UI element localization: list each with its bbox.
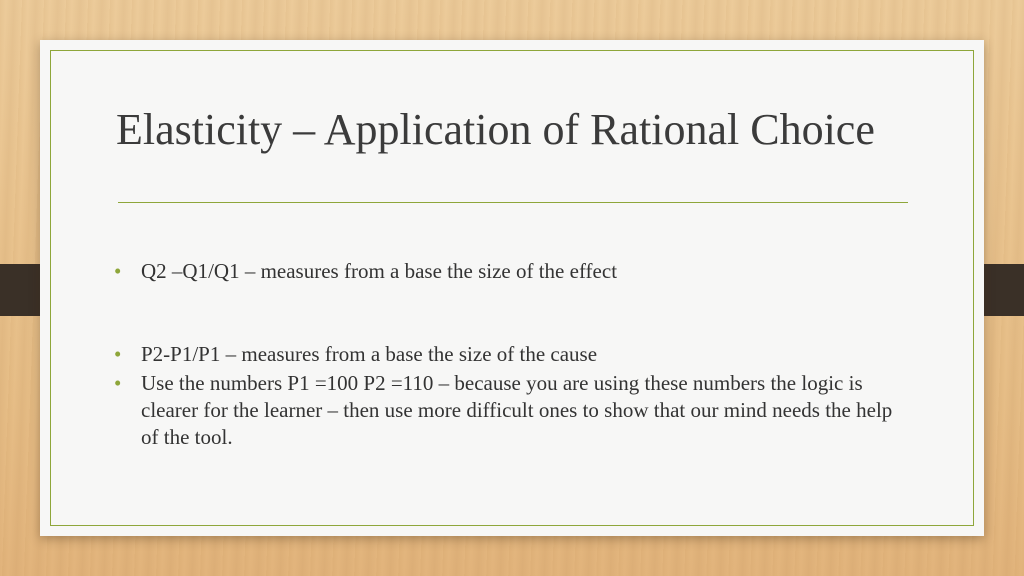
bullet-list (114, 258, 914, 451)
bullet-item (114, 258, 914, 285)
title-divider (118, 202, 908, 203)
bullet-text: Q2 –Q1/Q1 – measures from a base the size of the effect (141, 259, 618, 283)
bullet-dot-icon: • (114, 371, 122, 395)
bullet-item (114, 341, 914, 368)
bullet-dot-icon: • (114, 259, 122, 283)
bullet-item (114, 370, 914, 451)
slide-title: Elasticity – Application of Rational Choice (116, 105, 875, 154)
bullet-dot-icon: • (114, 342, 122, 366)
bullet-text: Use the numbers P1 =100 P2 =110 – because you are using these numbers the logic is clearer for the learner – then use more difficult ones to show that our mind needs the help of the tool. (141, 371, 893, 449)
bullet-text: P2-P1/P1 – measures from a base the size of the cause (141, 342, 598, 366)
